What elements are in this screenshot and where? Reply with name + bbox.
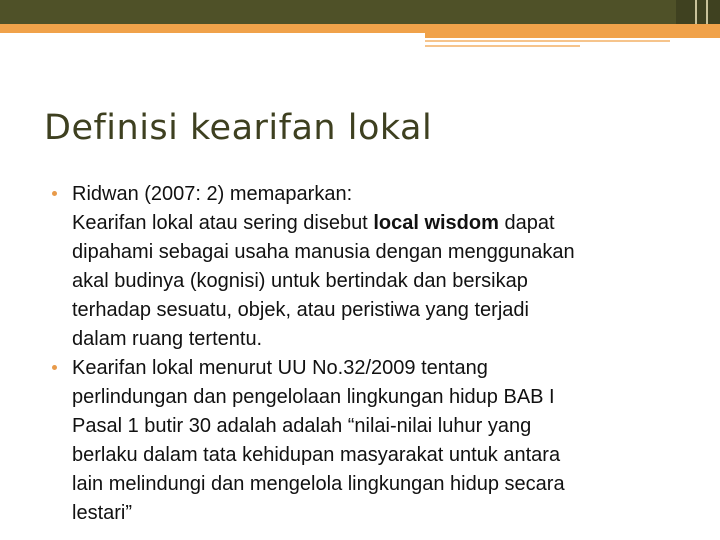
emphasis-term: local wisdom — [373, 212, 499, 234]
header-band — [0, 0, 720, 24]
text-line: Kearifan lokal menurut UU No.32/2009 tentang — [72, 357, 488, 379]
header-separator — [695, 0, 697, 24]
bullet-icon — [52, 191, 57, 196]
text-line: perlindungan dan pengelolaan lingkungan hidup BAB I — [72, 386, 555, 408]
accent-line — [425, 40, 670, 42]
header-separator — [706, 0, 708, 24]
slide-title: Definisi kearifan lokal — [44, 108, 433, 148]
text-line: akal budinya (kognisi) untuk bertindak dan bersikap — [72, 270, 528, 292]
accent-tab — [425, 33, 720, 38]
text-line: lestari” — [72, 502, 133, 524]
bullet-item-uu — [52, 354, 692, 528]
bullet-item-ridwan — [52, 180, 692, 354]
text-line: dalam ruang tertentu. — [72, 328, 263, 350]
bullet-list — [52, 180, 692, 528]
text-line: terhadap sesuatu, objek, atau peristiwa yang terjadi — [72, 299, 529, 321]
text-line: Ridwan (2007: 2) memaparkan: — [72, 183, 353, 205]
accent-band — [0, 24, 720, 33]
text-line: dipahami sebagai usaha manusia dengan menggunakan — [72, 241, 575, 263]
accent-line — [425, 45, 580, 47]
header-block — [676, 0, 720, 24]
text-fragment: dapat — [498, 212, 555, 234]
bullet-icon — [52, 365, 57, 370]
text-line: berlaku dalam tata kehidupan masyarakat untuk antara — [72, 444, 561, 466]
text-line — [72, 209, 692, 238]
text-line: lain melindungi dan mengelola lingkungan hidup secara — [72, 473, 565, 495]
text-fragment: Kearifan lokal atau sering disebut — [72, 212, 374, 234]
text-line: Pasal 1 butir 30 adalah adalah “nilai-nilai luhur yang — [72, 415, 532, 437]
